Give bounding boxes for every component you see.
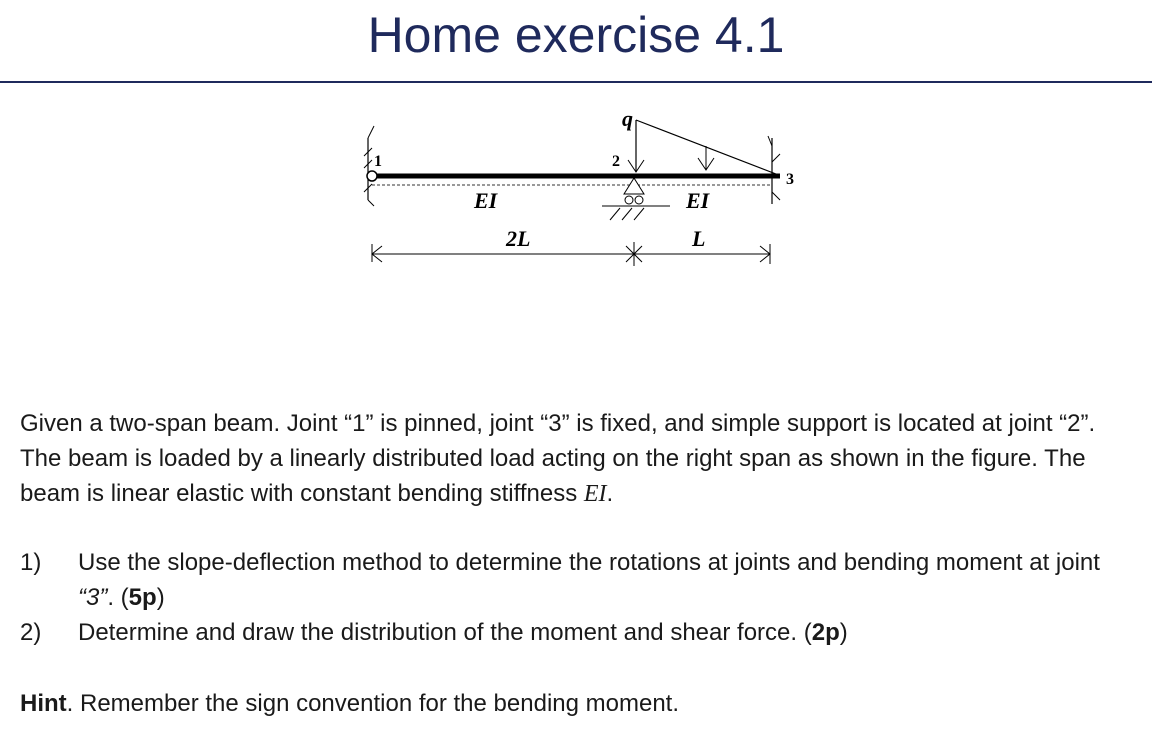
task-close: ) (839, 619, 848, 646)
task-text-before: Determine and draw the distribution of the moment and shear force. ( (78, 619, 812, 646)
task-list (20, 545, 1140, 650)
title-divider (0, 81, 1152, 83)
task-item (20, 615, 1140, 650)
task-points: 2p (811, 619, 840, 646)
page-title: Home exercise 4.1 (367, 7, 785, 63)
fixed-support-joint-3 (768, 136, 780, 204)
joint-label-3: 3 (786, 171, 794, 188)
roller-support-joint-2 (602, 178, 670, 220)
stiffness-label-right: EI (686, 188, 710, 213)
stiffness-label-left: EI (474, 188, 498, 213)
task-text (78, 615, 1140, 650)
task-joint-ref: “3” (78, 584, 108, 611)
task-text-after: . ( (107, 584, 129, 611)
problem-text-2: . (606, 480, 614, 507)
joint-label-2: 2 (612, 153, 620, 170)
span-label-left: 2L (506, 226, 531, 251)
problem-math-ei: EI (583, 481, 607, 507)
task-item (20, 545, 1140, 615)
distributed-load (628, 120, 776, 174)
hint (20, 686, 1140, 721)
task-number: 2) (20, 619, 42, 646)
task-close: ) (156, 584, 165, 611)
task-number: 1) (20, 549, 42, 576)
load-label-q: q (622, 106, 633, 131)
beam-figure (340, 96, 800, 286)
problem-statement (20, 406, 1140, 512)
task-points: 5p (128, 584, 157, 611)
dimension-line-left (372, 244, 634, 262)
task-text (78, 545, 1140, 615)
joint-label-1: 1 (374, 153, 382, 170)
hint-text: . Remember the sign convention for the bending moment. (66, 690, 679, 717)
span-label-right: L (692, 226, 706, 251)
problem-text-1: Given a two-span beam. Joint “1” is pinned, joint “3” is fixed, and simple support is located at joint “2”. The beam is loaded by a linearly distributed load acting on the right span as shown in the figure. The beam is linear elastic with constant bending stiffness (20, 410, 1096, 507)
hint-label: Hint (20, 690, 67, 717)
task-text-before: Use the slope-deflection method to determine the rotations at joints and bending moment at joint (78, 549, 1100, 576)
